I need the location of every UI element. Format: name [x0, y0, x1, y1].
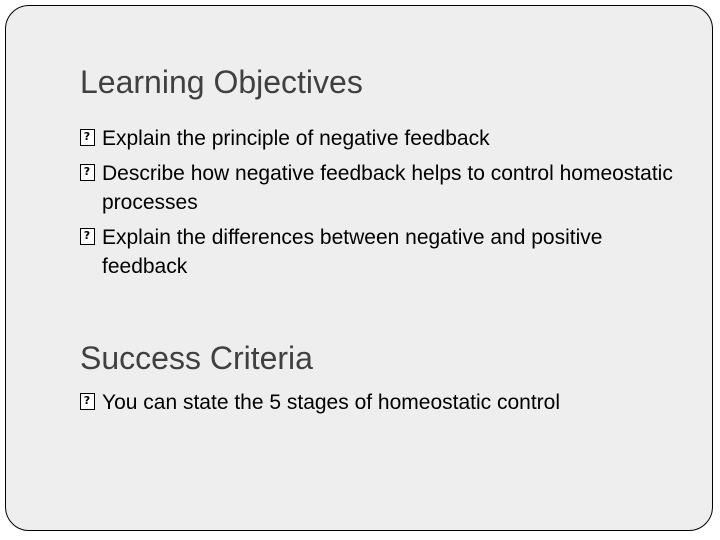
missing-glyph-box-icon	[80, 228, 95, 245]
missing-glyph-box-icon	[80, 164, 95, 181]
list-item-text: Describe how negative feedback helps to control homeostatic processes	[102, 162, 673, 214]
success-criteria-list	[80, 388, 690, 423]
missing-glyph-box-icon	[80, 393, 95, 410]
list-item-text: You can state the 5 stages of homeostatic control	[102, 391, 561, 414]
list-item-text: Explain the differences between negative and positive feedback	[102, 226, 603, 278]
slide-frame	[5, 5, 713, 531]
success-criteria-heading: Success Criteria	[80, 340, 313, 376]
missing-glyph-box-icon	[80, 129, 95, 146]
list-item	[80, 124, 690, 153]
learning-objectives-list	[80, 124, 690, 287]
list-item	[80, 388, 690, 417]
learning-objectives-heading: Learning Objectives	[80, 64, 363, 100]
list-item	[80, 159, 690, 217]
list-item	[80, 223, 690, 281]
list-item-text: Explain the principle of negative feedback	[102, 127, 490, 150]
